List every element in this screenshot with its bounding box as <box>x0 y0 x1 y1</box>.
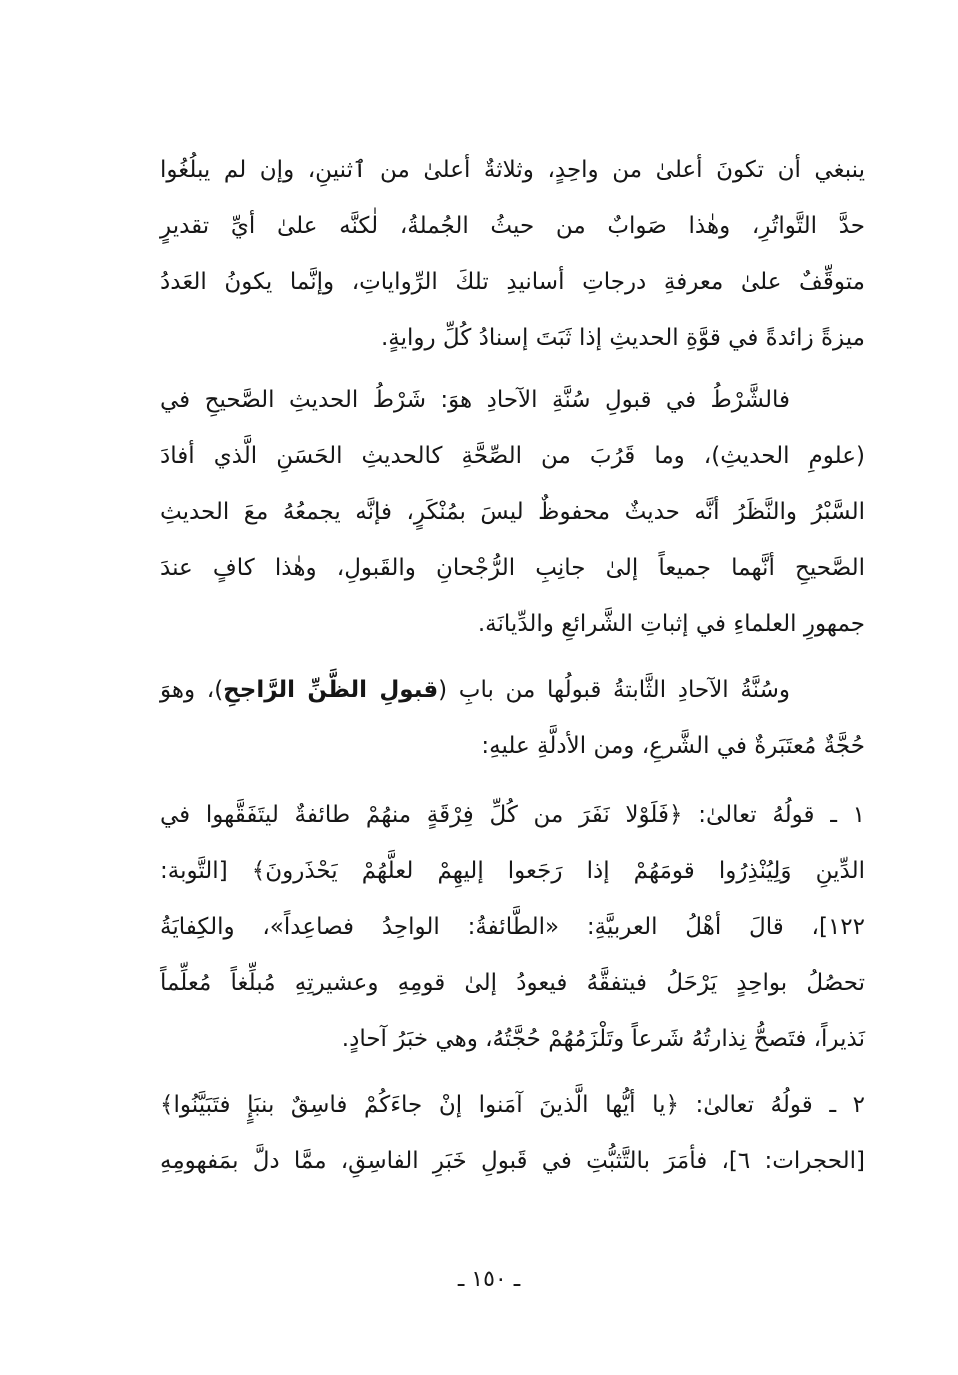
paragraph <box>160 1077 865 1189</box>
text-line: حدَّ التَّواتُرِ، وهٰذا صَوابٌ من حيثُ الجُملةُ، لٰكنَّه علىٰ أيِّ تقديرٍ <box>160 213 865 239</box>
text-line: نَذيراً، فتَصحُّ نِذارتُهُ شَرعاً وتَلْزَمُهُمْ حُجَّتُهُ، وهي خبَرُ آحادٍ. <box>341 1026 865 1052</box>
text-line: ١ ـ قولُهُ تعالىٰ: ﴿فَلَوْلا نَفَرَ من كُلِّ فِرْقَةٍ منهُمْ طائفةٌ ليتَفَقَّهوا في <box>160 802 865 828</box>
text-line: فالشَّرْطُ في قبولِ سُنَّةِ الآحادِ هوَ: شَرْطُ الحديثِ الصَّحيحِ في <box>160 387 790 413</box>
paragraph <box>160 787 865 1067</box>
text-line: حُجَّةٌ مُعتَبَرةٌ في الشَّرعِ، ومن الأدلَّةِ عليهِ: <box>481 733 865 759</box>
text-line: [الحجرات: ٦]، فأمَرَ بالتَّثبُّتِ في قَبولِ خَبَرِ الفاسِقِ، ممَّا دلَّ بمَفهومِهِ <box>160 1148 865 1174</box>
text-line: ميزةً زائدةً في قوَّةِ الحديثِ إذا ثَبَتَ إسنادُ كُلِّ روايةٍ. <box>380 325 865 351</box>
text-line: الدِّينِ وَلِيُنْذِرُوا قومَهُمْ إذا رَجَعوا إليهِمْ لعلَّهُمْ يَحْذَرونَ﴾ [التَّوبة: <box>160 858 865 884</box>
paragraph <box>160 142 865 366</box>
text-line: تحصُلُ بواحِدٍ يَرْحَلُ فيتفقَّهُ فيعودُ إلىٰ قومِهِ وعشيرتِهِ مُبلِّغاً مُعلِّماً <box>160 970 865 996</box>
line-segment: )، وهوَ <box>160 677 224 703</box>
text-line: ١٢٢]، قالَ أهْلُ العربيَّةِ: «الطَّائفةُ: الواحِدُ فصاعِداً»، والكِفايَةُ <box>160 914 865 940</box>
paragraph <box>160 662 865 774</box>
text-line: جمهورِ العلماءِ في إثباتِ الشَّرائعِ والدِّيانَة. <box>477 611 865 637</box>
page-number: ـ ١٥٠ ـ <box>457 1267 521 1292</box>
text-line: الصَّحيحِ أنَّهما جميعاً إلىٰ جانِبِ الرُّجْحانِ والقَبولِ، وهٰذا كافٍ عندَ <box>160 555 865 581</box>
text-line: (علومِ الحديثِ)، وما قَرُبَ من الصِّحَّةِ كالحديثِ الحَسَنِ الَّذي أفادَ <box>160 443 865 469</box>
text-line: ينبغي أن تكونَ أعلىٰ من واحِدٍ، وثلاثةٌ أعلىٰ من ٱثنينِ، وإن لم يبلُغُوا <box>160 157 865 183</box>
bold-phrase: قبولِ الظَّنِّ الرَّاجحِ <box>223 677 439 703</box>
text-line: متوقِّفٌ علىٰ معرفةِ درجاتِ أسانيدِ تلكَ الرِّواياتِ، وإنَّما يكونُ العَددُ <box>160 269 865 295</box>
text-line: السَّبْرُ والنَّظَرُ أنَّه حديثٌ محفوظٌ ليسَ بمُنْكَرٍ، فإنَّه يجمعُهُ معَ الحديثِ <box>160 499 865 525</box>
paragraph <box>160 372 865 652</box>
line-segment: وسُنَّةُ الآحادِ الثَّابتةُ قبولُها من بابِ ( <box>438 677 790 703</box>
text-line: ٢ ـ قولُهُ تعالىٰ: ﴿يا أيُّها الَّذينَ آمَنوا إنْ جاءَكُمْ فاسِقٌ بنبَإٍ فتَبَيَّنُوا﴾ <box>160 1092 865 1118</box>
text-line <box>160 662 865 718</box>
